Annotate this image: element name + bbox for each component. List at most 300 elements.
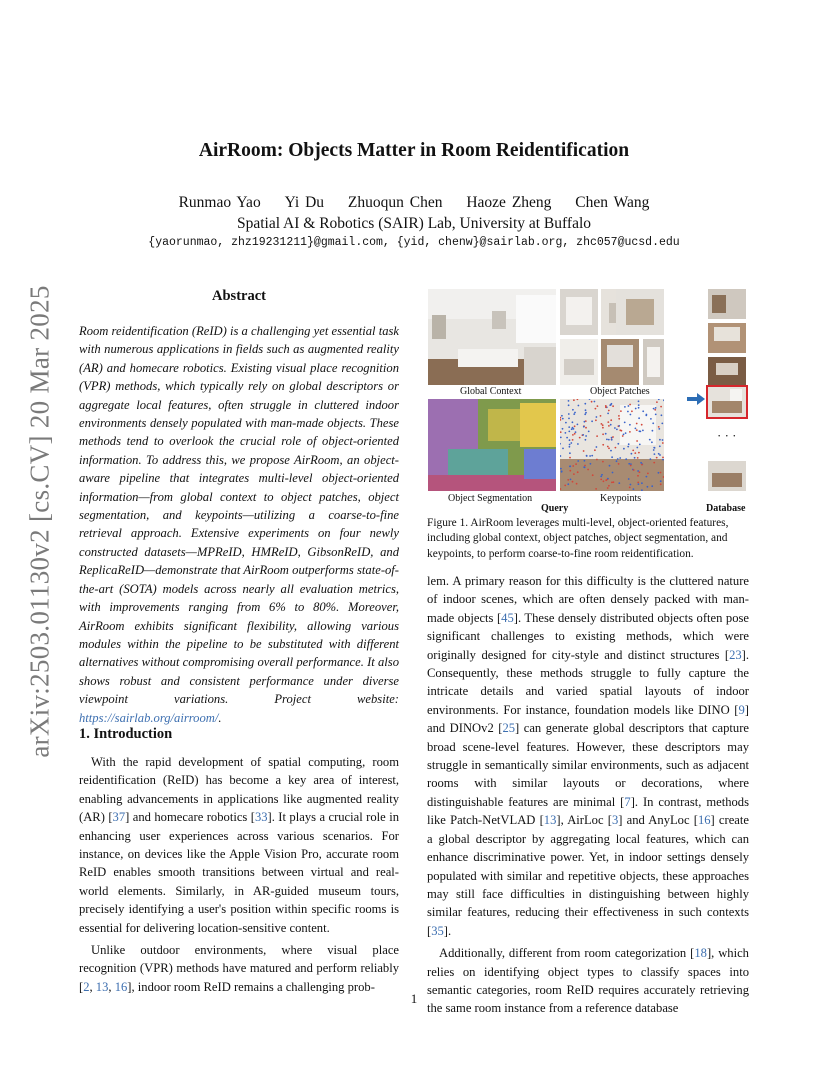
section-heading-introduction: 1. Introduction xyxy=(79,726,173,742)
keypoint-dot xyxy=(619,457,621,459)
keypoint-dot xyxy=(582,434,584,436)
keypoint-dot xyxy=(622,435,624,437)
object-patch-image xyxy=(616,289,664,335)
keypoint-dot xyxy=(637,482,639,484)
keypoint-dot xyxy=(636,423,638,425)
keypoint-dot xyxy=(597,405,599,407)
keypoint-dot xyxy=(602,424,604,426)
keypoint-dot xyxy=(607,413,609,415)
keypoint-dot xyxy=(653,462,655,464)
keypoint-dot xyxy=(661,414,663,416)
keypoint-dot xyxy=(584,421,586,423)
keypoint-dot xyxy=(575,463,577,465)
keypoint-dot xyxy=(660,480,662,482)
keypoint-dot xyxy=(662,457,664,459)
keypoint-dot xyxy=(651,485,653,487)
keypoint-dot xyxy=(638,400,640,402)
keypoint-dot xyxy=(609,404,611,406)
text-run: ]. Consequently, these methods struggle to fully capture the intricate details and varied spatial layouts of indoor environments. For instance, foundation models like DINO [ xyxy=(427,647,749,717)
keypoint-dot xyxy=(618,482,620,484)
keypoint-dot xyxy=(658,426,660,428)
keypoint-dot xyxy=(608,485,610,487)
keypoint-dot xyxy=(652,430,654,432)
keypoint-dot xyxy=(615,447,617,449)
keypoint-dot xyxy=(638,404,640,406)
keypoint-dot xyxy=(572,465,574,467)
keypoint-dot xyxy=(639,471,641,473)
author-name: Runmao Yao xyxy=(178,194,261,211)
citation-link[interactable]: 13 xyxy=(95,979,109,994)
keypoint-dot xyxy=(595,488,597,490)
page-number: 1 xyxy=(410,991,418,1006)
keypoint-dot xyxy=(654,453,656,455)
text-run: Additionally, different from room categorization [ xyxy=(439,946,695,961)
keypoint-dot xyxy=(567,483,569,485)
keypoint-dot xyxy=(607,487,609,489)
label-global-context: Global Context xyxy=(460,386,522,397)
keypoint-dot xyxy=(618,418,620,420)
citation-link[interactable]: 16 xyxy=(114,979,128,994)
object-patch-image xyxy=(601,339,639,385)
keypoint-dot xyxy=(632,450,634,452)
keypoint-dot xyxy=(602,433,604,435)
abstract-body xyxy=(79,322,399,727)
arrow-right-icon xyxy=(687,393,705,405)
keypoint-dot xyxy=(639,430,641,432)
keypoint-dot xyxy=(617,458,619,460)
keypoint-dot xyxy=(567,479,569,481)
intro-paragraph xyxy=(79,941,399,996)
keypoint-dot xyxy=(611,456,613,458)
keypoint-dot xyxy=(656,401,658,403)
keypoint-dot xyxy=(585,412,587,414)
database-match-image xyxy=(706,385,748,419)
text-run: ], AirLoc [ xyxy=(556,813,612,828)
keypoint-dot xyxy=(569,444,571,446)
citation-link[interactable]: 23 xyxy=(729,647,742,662)
keypoint-dot xyxy=(561,471,563,473)
keypoint-dot xyxy=(629,487,631,489)
keypoint-dot xyxy=(628,405,630,407)
keypoint-dot xyxy=(627,446,629,448)
keypoint-dot xyxy=(584,403,586,405)
keypoint-dot xyxy=(623,434,625,436)
citation-link[interactable]: 35 xyxy=(431,923,444,938)
keypoint-dot xyxy=(568,426,570,428)
intro-right-column xyxy=(427,572,749,1018)
keypoint-dot xyxy=(564,485,566,487)
keypoint-dot xyxy=(630,414,632,416)
text-run: ] can generate global descriptors that capture broad scene-level features. However, these descriptors may struggle in semantically similar environments, such as adjacent rooms with similar layouts or decorations, where distinguishable features are minimal [ xyxy=(427,721,750,809)
keypoint-dot xyxy=(562,448,564,450)
author-list xyxy=(0,194,828,212)
keypoint-dot xyxy=(578,405,580,407)
keypoint-dot xyxy=(568,431,570,433)
keypoint-dot xyxy=(649,439,651,441)
keypoint-dot xyxy=(623,448,625,450)
keypoint-dot xyxy=(612,472,614,474)
keypoint-dot xyxy=(575,431,577,433)
label-database: Database xyxy=(706,503,746,514)
keypoint-dot xyxy=(569,446,571,448)
keypoint-dot xyxy=(569,470,571,472)
keypoint-dot xyxy=(640,462,642,464)
keypoint-dot xyxy=(646,476,648,478)
keypoint-dot xyxy=(591,455,593,457)
keypoint-dot xyxy=(628,463,630,465)
text-run: , xyxy=(108,979,115,994)
keypoint-dot xyxy=(618,463,620,465)
text-run: ] and AnyLoc [ xyxy=(618,813,698,828)
keypoint-dot xyxy=(569,439,571,441)
keypoint-dot xyxy=(658,428,660,430)
keypoint-dot xyxy=(651,441,653,443)
keypoint-dot xyxy=(628,443,630,445)
keypoint-dot xyxy=(642,410,644,412)
keypoint-dot xyxy=(629,404,631,406)
keypoint-dot xyxy=(645,415,647,417)
keypoint-dot xyxy=(641,482,643,484)
keypoint-dot xyxy=(605,433,607,435)
label-object-patches: Object Patches xyxy=(590,386,650,397)
keypoint-dot xyxy=(569,452,571,454)
keypoint-dot xyxy=(654,447,656,449)
keypoint-dot xyxy=(576,483,578,485)
keypoint-dot xyxy=(594,449,596,451)
text-run: lem. A primary reason for this difficulty is the cluttered nature of indoor scenes, which are often densely packed with man-made objects [ xyxy=(427,574,749,625)
keypoint-dot xyxy=(577,424,579,426)
keypoint-dot xyxy=(630,465,632,467)
text-run: ] and DINOv2 [ xyxy=(427,702,749,736)
keypoint-dot xyxy=(584,465,586,467)
citation-link[interactable]: 33 xyxy=(254,810,268,825)
keypoint-dot xyxy=(568,400,570,402)
abstract-heading: Abstract xyxy=(212,288,266,304)
intro-paragraph xyxy=(427,572,749,940)
database-ellipsis: · · · xyxy=(717,428,737,443)
citation-link[interactable]: 7 xyxy=(624,794,631,809)
keypoint-dot xyxy=(610,419,612,421)
keypoint-dot xyxy=(605,405,607,407)
citation-link[interactable]: 25 xyxy=(502,721,516,736)
keypoint-dot xyxy=(624,422,626,424)
keypoint-dot xyxy=(583,466,585,468)
keypoint-dot xyxy=(586,455,588,457)
abstract-end: . xyxy=(218,710,222,725)
keypoint-dot xyxy=(636,447,638,449)
arxiv-stamp xyxy=(20,284,60,759)
keypoint-dot xyxy=(607,446,609,448)
keypoint-dot xyxy=(591,420,593,422)
keypoint-dot xyxy=(652,422,654,424)
text-run: ], which relies on identifying object types to classify spaces into semantic categories, room ReID requires accurately retrieving the same room instance from a reference database xyxy=(427,946,749,1016)
citation-link[interactable]: 3 xyxy=(611,813,619,828)
keypoint-dot xyxy=(561,415,563,417)
keypoint-dot xyxy=(602,427,604,429)
label-keypoints: Keypoints xyxy=(600,493,642,504)
keypoint-dot xyxy=(659,445,661,447)
keypoint-dot xyxy=(589,455,591,457)
keypoint-dot xyxy=(568,418,570,420)
paper-title: AirRoom: Objects Matter in Room Reidentification xyxy=(198,140,630,161)
keypoint-dot xyxy=(610,450,612,452)
keypoint-dot xyxy=(603,480,605,482)
author-name: Chen Wang xyxy=(575,194,650,211)
keypoint-dot xyxy=(592,474,594,476)
keypoint-dot xyxy=(635,408,637,410)
keypoint-dot xyxy=(661,423,663,425)
keypoint-dot xyxy=(624,406,626,408)
keypoint-dot xyxy=(625,458,627,460)
keypoint-dot xyxy=(638,483,640,485)
keypoint-dot xyxy=(629,424,631,426)
keypoint-dot xyxy=(628,478,630,480)
keypoint-dot xyxy=(572,439,574,441)
keypoint-dot xyxy=(574,425,576,427)
keypoint-dot xyxy=(600,415,602,417)
keypoint-dot xyxy=(577,443,579,445)
affiliation: Spatial AI & Robotics (SAIR) Lab, University at Buffalo xyxy=(236,215,592,232)
keypoint-dot xyxy=(655,407,657,409)
keypoint-dot xyxy=(653,408,655,410)
keypoint-dot xyxy=(560,468,562,470)
keypoint-dot xyxy=(647,486,649,488)
keypoint-dot xyxy=(573,473,575,475)
keypoint-dot xyxy=(654,409,656,411)
keypoint-dot xyxy=(602,444,604,446)
keypoint-dot xyxy=(594,401,596,403)
keypoint-dot xyxy=(562,428,564,430)
keypoint-dot xyxy=(585,409,587,411)
keypoint-dot xyxy=(600,476,602,478)
keypoint-dot xyxy=(588,431,590,433)
arxiv-id: arXiv:2503.01130v2 [cs.CV] 20 Mar 2025 xyxy=(24,285,55,758)
keypoint-dot xyxy=(606,439,608,441)
keypoint-dot xyxy=(647,473,649,475)
label-query: Query xyxy=(541,503,569,514)
keypoint-dot xyxy=(617,443,619,445)
keypoint-dot xyxy=(662,439,664,441)
keypoint-dot xyxy=(633,488,635,490)
citation-link[interactable]: 37 xyxy=(112,810,126,825)
keypoint-dot xyxy=(612,405,614,407)
keypoint-dot xyxy=(625,432,627,434)
keypoint-dot xyxy=(634,452,636,454)
keypoint-dot xyxy=(579,437,581,439)
keypoint-dot xyxy=(573,399,575,401)
keypoint-dot xyxy=(660,406,662,408)
author-name: Zhuoqun Chen xyxy=(347,194,443,211)
keypoint-dot xyxy=(577,460,579,462)
keypoint-dot xyxy=(641,464,643,466)
keypoint-dot xyxy=(630,484,632,486)
object-patch-image xyxy=(560,289,598,335)
citation-link[interactable]: 18 xyxy=(694,946,707,961)
text-run: ]. These densely distributed objects often pose significant challenges to existing methods, which were originally designed for city-style and distinct structures [ xyxy=(427,610,750,662)
author-name: Yi Du xyxy=(284,194,325,211)
keypoint-dot xyxy=(602,461,604,463)
keypoint-dot xyxy=(568,404,570,406)
keypoint-dot xyxy=(642,430,644,432)
keypoint-dot xyxy=(562,418,564,420)
intro-left-column xyxy=(79,753,399,996)
keypoint-dot xyxy=(638,417,640,419)
keypoint-dot xyxy=(571,428,573,430)
keypoint-dot xyxy=(610,424,612,426)
keypoint-dot xyxy=(587,469,589,471)
keypoint-dot xyxy=(591,401,593,403)
keypoint-dot xyxy=(638,452,640,454)
keypoint-dot xyxy=(641,424,643,426)
keypoint-dot xyxy=(569,457,571,459)
citation-link[interactable]: 2 xyxy=(83,979,90,994)
keypoint-dot xyxy=(637,457,639,459)
keypoint-dot xyxy=(583,426,585,428)
author-name: Haoze Zheng xyxy=(466,194,552,211)
author-emails: {yaorunmao, zhz19231211}@gmail.com, {yid, chenw}@sairlab.org, zhc057@ucsd.edu xyxy=(148,236,680,249)
database-image xyxy=(708,461,746,491)
text-run: ] create a global descriptor by aggregating local features, which can enhance discriminative power. Yet, in indoor settings densely populated with similar and repetitive objects, these approaches may still face difficulties in distinguishing between highly similar features, reducing their effectiveness in such contexts [ xyxy=(427,813,749,938)
keypoint-dot xyxy=(655,414,657,416)
abstract-text: Room reidentification (ReID) is a challenging yet essential task with numerous applications in fields such as augmented reality (AR) and homecare robotics. Existing visual place recognition (VPR) methods, which typically rely on global descriptors or aggregate local features, often struggle in cluttered indoor environments densely populated with man-made objects. These methods tend to overlook the crucial role of object-oriented information. To address this, we propose AirRoom, an object-aware pipeline that integrates multi-level object-oriented information—from global context to object patches, object segmentation, and keypoints—utilizing a coarse-to-fine retrieval approach. Extensive experiments on four newly constructed datasets—MPReID, HMReID, GibsonReID, and ReplicaReID—demonstrate that AirRoom outperforms state-of-the-art (SOTA) models across nearly all evaluation metrics, with improvements ranging from 6% to 80%. Moreover, AirRoom exhibits significant flexibility, allowing various modules within the pipeline to be substituted with different alternatives without compromising overall performance. It also shows robust and consistent performance under diverse viewpoint variations. Project website: xyxy=(79,324,399,707)
text-run: ] and homecare robotics [ xyxy=(125,810,255,825)
keypoint-dot xyxy=(584,413,586,415)
database-image xyxy=(708,323,746,353)
keypoint-dot xyxy=(574,433,576,435)
text-run: ]. In contrast, methods like Patch-NetVLAD [ xyxy=(427,794,750,828)
keypoint-dot xyxy=(660,483,662,485)
keypoint-dot xyxy=(565,432,567,434)
database-image xyxy=(708,289,746,319)
text-run: ]. xyxy=(443,923,452,938)
keypoint-dot xyxy=(608,425,610,427)
keypoint-dot xyxy=(659,439,661,441)
keypoint-dot xyxy=(618,425,620,427)
keypoint-dot xyxy=(574,412,576,414)
keypoint-dot xyxy=(572,421,574,423)
keypoint-dot xyxy=(650,418,652,420)
keypoint-dot xyxy=(662,442,664,444)
keypoint-dot xyxy=(634,457,636,459)
keypoint-dot xyxy=(629,431,631,433)
intro-paragraph xyxy=(79,753,399,937)
text-run: ], indoor room ReID remains a challenging prob- xyxy=(127,979,375,994)
keypoint-dot xyxy=(618,415,620,417)
keypoint-dot xyxy=(601,474,603,476)
keypoint-dot xyxy=(662,459,664,461)
keypoint-dot xyxy=(608,447,610,449)
citation-link[interactable]: 45 xyxy=(501,610,514,625)
keypoint-dot xyxy=(619,429,621,431)
citation-link[interactable]: 9 xyxy=(738,702,745,717)
keypoint-dot xyxy=(607,421,609,423)
keypoint-dot xyxy=(656,457,658,459)
citation-link[interactable]: 16 xyxy=(697,813,711,828)
database-image xyxy=(708,357,746,385)
figure-1-caption: Figure 1. AirRoom leverages multi-level, object-oriented features, including global context, object patches, object segmentation, and keypoints, to perform coarse-to-fine room reidentification. xyxy=(427,517,729,560)
keypoint-dot xyxy=(572,427,574,429)
keypoint-dot xyxy=(636,429,638,431)
keypoint-dot xyxy=(585,435,587,437)
keypoint-dot xyxy=(611,439,613,441)
keypoint-dot xyxy=(600,479,602,481)
keypoint-dot xyxy=(596,416,598,418)
figure-1 xyxy=(428,289,750,515)
keypoint-dot xyxy=(572,481,574,483)
keypoint-dot xyxy=(572,409,574,411)
keypoint-dot xyxy=(612,436,614,438)
keypoint-dot xyxy=(566,437,568,439)
keypoint-dot xyxy=(608,439,610,441)
keypoint-dot xyxy=(633,469,635,471)
keypoint-dot xyxy=(613,481,615,483)
keypoint-dot xyxy=(627,411,629,413)
keypoint-dot xyxy=(568,413,570,415)
keypoint-dot xyxy=(637,475,639,477)
keypoint-dot xyxy=(583,450,585,452)
project-website-link[interactable]: https://sairlab.org/airroom/ xyxy=(79,710,219,725)
global-context-image xyxy=(428,289,556,385)
keypoint-dot xyxy=(570,479,572,481)
label-object-segmentation: Object Segmentation xyxy=(448,493,533,504)
keypoint-dot xyxy=(609,465,611,467)
keypoint-dot xyxy=(569,465,571,467)
keypoint-dot xyxy=(608,410,610,412)
text-run: ]. It plays a crucial role in enhancing user experiences across various scenarios. For instance, on devices like the Apple Vision Pro, accurate room ReID enables smooth transitions between virtual and real-world elements. Similarly, in AR-guided museum tours, precisely identifying a user's position within specific rooms is essential for delivering location-sensitive content. xyxy=(79,810,399,935)
keypoint-dot xyxy=(638,407,640,409)
keypoints-image xyxy=(560,399,664,491)
keypoint-dot xyxy=(658,453,660,455)
keypoint-dot xyxy=(573,413,575,415)
keypoint-dot xyxy=(601,423,603,425)
keypoint-dot xyxy=(660,472,662,474)
keypoint-dot xyxy=(596,435,598,437)
keypoint-dot xyxy=(596,459,598,461)
keypoint-dot xyxy=(616,460,618,462)
keypoint-dot xyxy=(639,444,641,446)
citation-link[interactable]: 13 xyxy=(543,813,557,828)
keypoint-dot xyxy=(658,472,660,474)
text-run: With the rapid development of spatial computing, room reidentification (ReID) has become a key area of interest, enabling advancements in applications like augmented reality (AR) [ xyxy=(79,755,399,825)
keypoint-dot xyxy=(596,446,598,448)
object-patch-image xyxy=(560,339,598,385)
keypoint-dot xyxy=(577,471,579,473)
keypoint-dot xyxy=(605,479,607,481)
keypoint-dot xyxy=(595,419,597,421)
object-patch-image xyxy=(643,339,664,385)
keypoint-dot xyxy=(620,410,622,412)
keypoint-dot xyxy=(595,408,597,410)
keypoint-dot xyxy=(570,442,572,444)
keypoint-dot xyxy=(572,434,574,436)
keypoint-dot xyxy=(565,422,567,424)
keypoint-dot xyxy=(590,463,592,465)
object-segmentation-image xyxy=(428,399,556,491)
keypoint-dot xyxy=(631,453,633,455)
keypoint-dot xyxy=(650,458,652,460)
keypoint-dot xyxy=(636,440,638,442)
keypoint-dot xyxy=(584,460,586,462)
keypoint-dot xyxy=(585,439,587,441)
keypoint-dot xyxy=(635,428,637,430)
keypoint-dot xyxy=(607,478,609,480)
text-run: , xyxy=(89,979,96,994)
keypoint-dot xyxy=(614,427,616,429)
keypoint-dot xyxy=(585,427,587,429)
keypoint-dot xyxy=(653,449,655,451)
text-run: Unlike outdoor environments, where visual place recognition (VPR) methods have matured and perform reliably [ xyxy=(79,943,399,994)
keypoint-dot xyxy=(616,429,618,431)
